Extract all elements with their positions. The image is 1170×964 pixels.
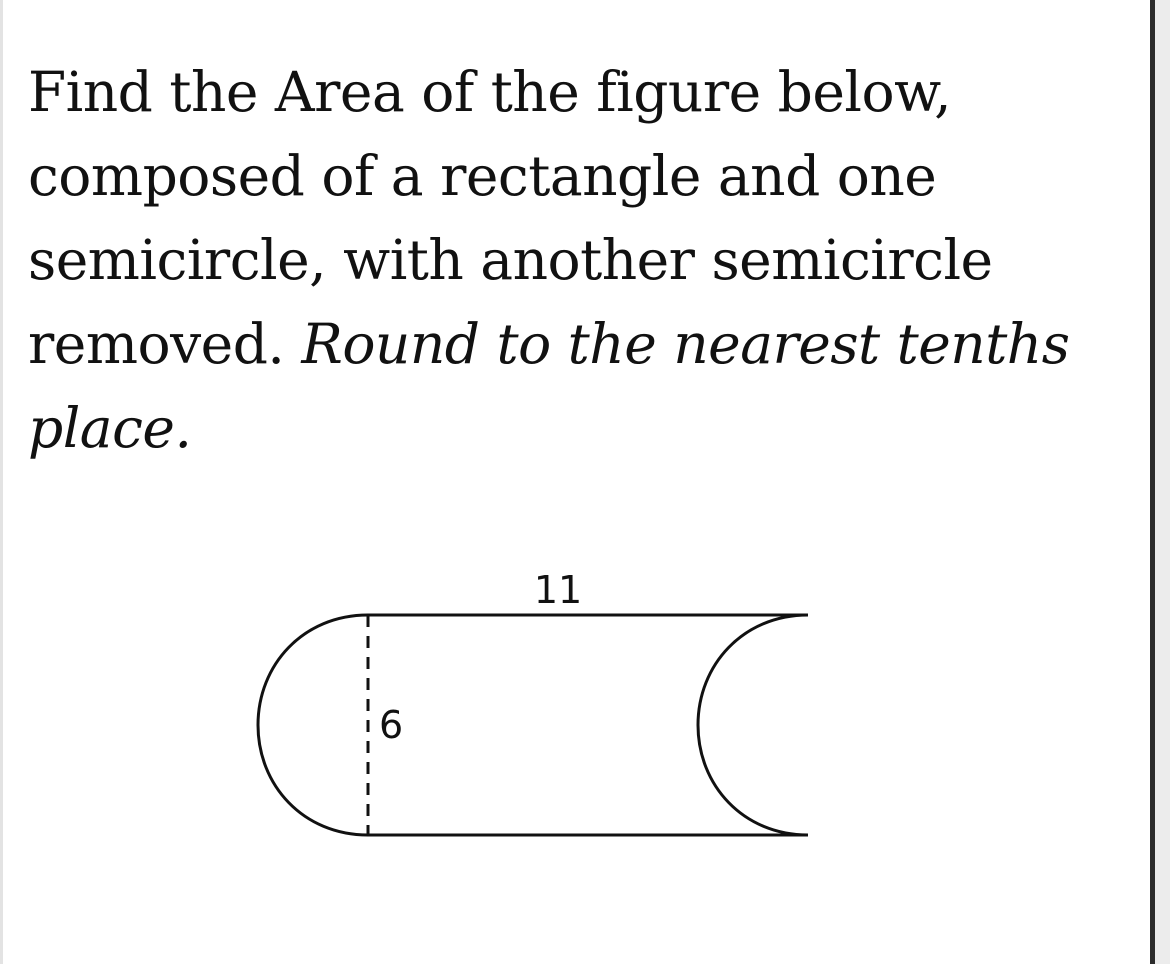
vertical-scrollbar[interactable]: [1150, 0, 1170, 964]
composite-figure-diagram: [3, 0, 1170, 964]
length-label: 11: [533, 568, 583, 612]
added-semicircle-left: [258, 615, 368, 835]
rounding-instruction: Round to the nearest tenths place.: [28, 312, 1070, 460]
question-instruction: Find the Area of the figure below, composed of a rectangle and one semicircle, with another semicircle removed.: [28, 60, 993, 376]
height-label: 6: [379, 703, 404, 747]
removed-semicircle-right: [698, 615, 808, 835]
